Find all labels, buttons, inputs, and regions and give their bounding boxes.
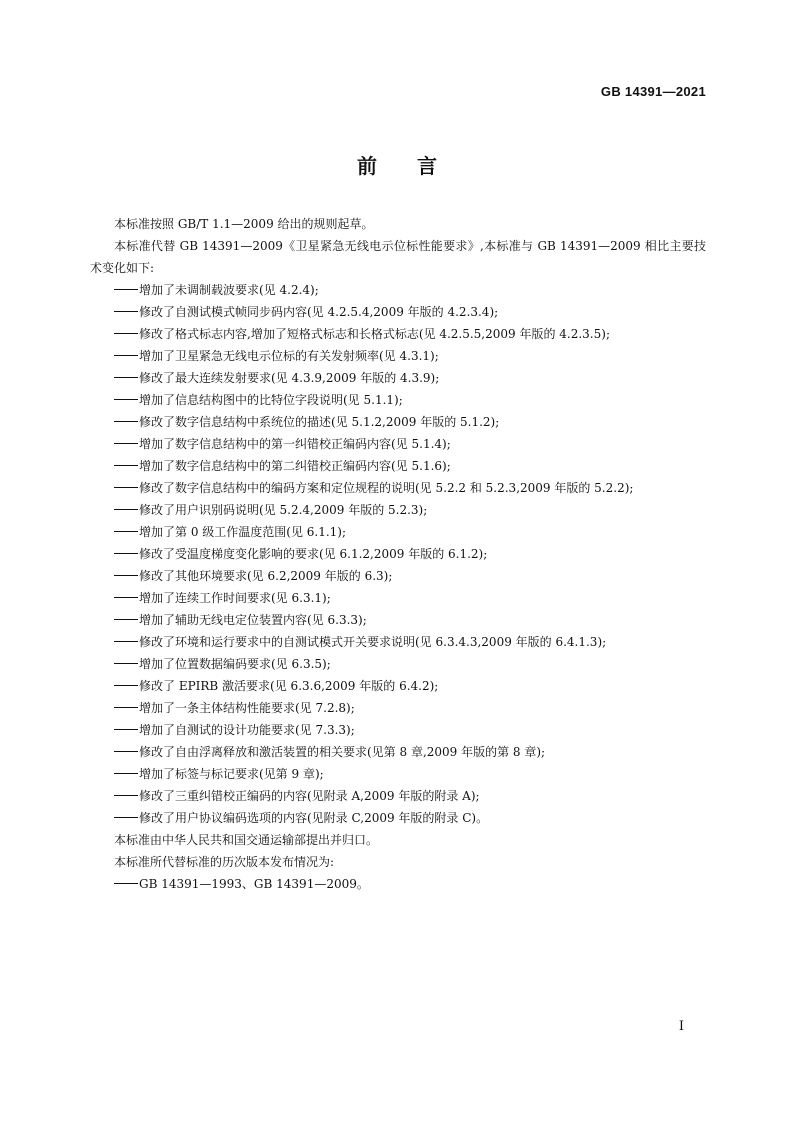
dash-mark (114, 465, 138, 466)
technical-changes-list (90, 279, 706, 829)
list-item: GB 14391—1993、GB 14391—2009。 (90, 873, 706, 895)
dash-mark (114, 663, 138, 664)
replacement-paragraph: 本标准代替 GB 14391—2009《卫星紧急无线电示位标性能要求》,本标准与 GB 14391—2009 相比主要技术变化如下: (90, 239, 706, 275)
list-item: 增加了信息结构图中的比特位字段说明(见 5.1.1); (90, 389, 706, 411)
list-item: 增加了连续工作时间要求(见 6.3.1); (90, 587, 706, 609)
dash-mark (114, 817, 138, 818)
dash-mark (114, 707, 138, 708)
list-item: 修改了自测试模式帧同步码内容(见 4.2.5.4,2009 年版的 4.2.3.4); (90, 301, 706, 323)
dash-mark (114, 729, 138, 730)
list-item: 修改了受温度梯度变化影响的要求(见 6.1.2,2009 年版的 6.1.2); (90, 543, 706, 565)
list-item: 增加了未调制载波要求(见 4.2.4); (90, 279, 706, 301)
list-item: 修改了自由浮离释放和激活装置的相关要求(见第 8 章,2009 年版的第 8 章); (90, 741, 706, 763)
dash-mark (114, 509, 138, 510)
dash-mark (114, 311, 138, 312)
dash-mark (114, 399, 138, 400)
dash-mark (114, 619, 138, 620)
list-item: 增加了第 0 级工作温度范围(见 6.1.1); (90, 521, 706, 543)
dash-mark (114, 553, 138, 554)
dash-mark (114, 751, 138, 752)
dash-mark (114, 443, 138, 444)
list-item: 修改了用户识别码说明(见 5.2.4,2009 年版的 5.2.3); (90, 499, 706, 521)
list-item: 修改了数字信息结构中的编码方案和定位规程的说明(见 5.2.2 和 5.2.3,2009 年版的 5.2.2); (90, 477, 706, 499)
page-title: 前言 (357, 154, 477, 178)
dash-mark (114, 685, 138, 686)
dash-mark (114, 575, 138, 576)
list-item: 增加了一条主体结构性能要求(见 7.2.8); (90, 697, 706, 719)
header-standard-code: GB 14391—2021 (600, 84, 706, 99)
list-item: 修改了其他环境要求(见 6.2,2009 年版的 6.3); (90, 565, 706, 587)
dash-mark (114, 795, 138, 796)
list-item: 增加了辅助无线电定位装置内容(见 6.3.3); (90, 609, 706, 631)
history-list (90, 873, 706, 895)
dash-mark (114, 773, 138, 774)
dash-mark (114, 597, 138, 598)
list-item: 增加了数字信息结构中的第一纠错校正编码内容(见 5.1.4); (90, 433, 706, 455)
list-item: 修改了最大连续发射要求(见 4.3.9,2009 年版的 4.3.9); (90, 367, 706, 389)
dash-mark (114, 289, 138, 290)
list-item: 增加了自测试的设计功能要求(见 7.3.3); (90, 719, 706, 741)
list-item: 修改了格式标志内容,增加了短格式标志和长格式标志(见 4.2.5.5,2009 年版的 4.2.3.5); (90, 323, 706, 345)
dash-mark (114, 641, 138, 642)
proposer-paragraph: 本标准由中华人民共和国交通运输部提出并归口。 (114, 833, 379, 847)
dash-mark (114, 355, 138, 356)
list-item: 修改了 EPIRB 激活要求(见 6.3.6,2009 年版的 6.4.2); (90, 675, 706, 697)
list-item: 增加了位置数据编码要求(见 6.3.5); (90, 653, 706, 675)
list-item: 修改了环境和运行要求中的自测试模式开关要求说明(见 6.3.4.3,2009 年版的 6.4.1.3); (90, 631, 706, 653)
page-number: I (678, 1019, 684, 1034)
list-item: 修改了三重纠错校正编码的内容(见附录 A,2009 年版的附录 A); (90, 785, 706, 807)
dash-mark (114, 487, 138, 488)
list-item: 修改了用户协议编码选项的内容(见附录 C,2009 年版的附录 C)。 (90, 807, 706, 829)
foreword-content (90, 213, 706, 895)
list-item: 增加了标签与标记要求(见第 9 章); (90, 763, 706, 785)
dash-mark (114, 333, 138, 334)
dash-mark (114, 421, 138, 422)
list-item: 修改了数字信息结构中系统位的描述(见 5.1.2,2009 年版的 5.1.2); (90, 411, 706, 433)
dash-mark (114, 377, 138, 378)
drafting-rule-paragraph: 本标准按照 GB/T 1.1—2009 给出的规则起草。 (114, 217, 374, 231)
history-paragraph: 本标准所代替标准的历次版本发布情况为: (114, 855, 335, 869)
dash-mark (114, 883, 138, 884)
list-item: 增加了数字信息结构中的第二纠错校正编码内容(见 5.1.6); (90, 455, 706, 477)
dash-mark (114, 531, 138, 532)
list-item: 增加了卫星紧急无线电示位标的有关发射频率(见 4.3.1); (90, 345, 706, 367)
